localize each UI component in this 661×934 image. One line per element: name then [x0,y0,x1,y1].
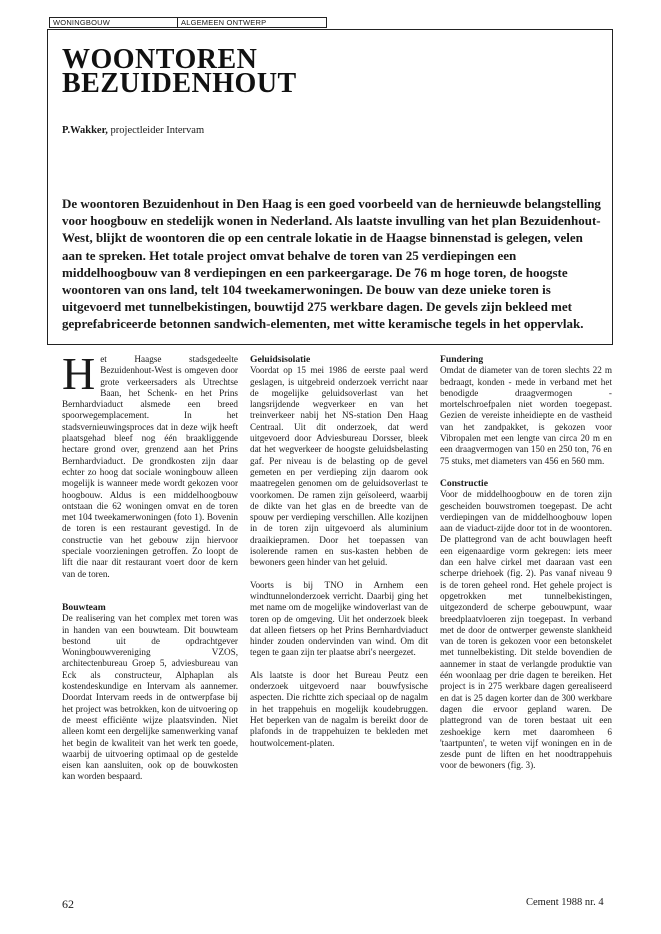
publication-source: Cement 1988 nr. 4 [526,897,604,908]
bouwteam-paragraph: De realisering van het complex met toren was in handen van een bouwteam. Dit bouwteam bestond uit de opdrachtgever Woningbouwvereniging VZOS, architectenbureau Groep 5, adviesbureau van Eck als constructeur, Alphaplan als kostendeskundige en Intervam als aannemer. Doordat Intervam reeds in de ontwerpfase bij het project was betrokken, kon de uitvoering op de meest efficiënte wijze plaatsvinden. Niet alleen komt een dergelijke samenwerking vanaf het begin de kwaliteit van het werk ten goede, waarbij de uitvoering optimaal op de gestelde eisen kan aansluiten, ook op de bouwkosten kan worden bespaard. [62,613,238,782]
column-3 [440,354,612,772]
author-line [62,124,204,137]
section-heading-bouwteam: Bouwteam [62,601,106,613]
author-name: P.Wakker, [62,125,108,136]
section-heading-constructie: Constructie [440,477,488,489]
column-1 [62,348,238,783]
geluid-paragraph-2: Voorts is bij TNO in Arnhem een windtunnelonderzoek verricht. Daarbij ging het met name om de mogelijke windoverlast van de toren op de omgeving. Uit het onderzoek bleek dat alleen fietsers op het Prins Bernhardviaduct hinder zouden ondervinden van wind. Om dit tegen te gaan zijn ter plaatse abri's neergezet. [250,579,428,658]
category-tag-primary: WONINGBOUW [49,17,178,28]
title-line-2: BEZUIDENHOUT [62,68,297,99]
category-tag-secondary: ALGEMEEN ONTWERP [177,17,327,28]
intro-paragraph [62,348,238,580]
geluid-paragraph-3: Als laatste is door het Bureau Peutz een onderzoek uitgevoerd naar bouwfysische aspecten. Die richtte zich speciaal op de nagalm in het trappehuis en mogelijk koudebruggen. Het beperken van de nagalm is bereikt door de plafonds in de trappehuizen te bekleden met houtwolcement-platen. [250,669,428,748]
section-heading-geluidsisolatie: Geluidsisolatie [250,354,311,365]
section-heading-fundering: Fundering [440,354,484,365]
lead-paragraph: De woontoren Bezuidenhout in Den Haag is een goed voorbeeld van de hernieuwde belangstelling voor hoogbouw en stedelijk wonen in Nederland. Als laatste invulling van het plan Bezuidenhout-West, blijkt de woontoren die op een centrale lokatie in de Haagse binnenstad is gelegen, velen aan te spreken. Het totale project omvat behalve de toren van 25 verdiepingen een middelhoogbouw van 8 verdiepingen en een parkeergarage. De 76 m hoge toren, de hoogste woontoren van ons land, telt 104 tweekamerwoningen. De bouw van deze unieke toren is uitgevoerd met tunnelbekistingen, bouwtijd 275 werkbare dagen. De gevels zijn bekleed met geprefabriceerde betonnen sandwich-elementen, met witte keramische tegels in het oppervlak. [62,196,601,332]
drop-cap: H [62,348,96,399]
author-role: projectleider Intervam [107,125,205,136]
constructie-paragraph: Voor de middelhoogbouw en de toren zijn gescheiden bouwstromen toegepast. De acht verdiepingen van de middelhoogbouw lopen aan de viaduct-zijde door tot in de woontoren. De plattegrond van de acht bouwlagen heeft een eigenaardige vorm gekregen: iets meer dan een halve cirkel met daaraan vast een scherpe driehoek (fig. 2). Pas vanaf niveau 9 is de toren geheel rond. Het gehele project is opgetrokken met tunnelbekistingen, uitgezonderd de scherpe gebouwpunt, waar breedplaatvloeren zijn toegepast. In verband met de door de ontwerper gewenste slankheid van de toren is gekozen voor een betonskelet met tunnelbekisting. Dit stelde bovendien de aannemer in staat de verlangde produktie van één woonlaag per drie dagen te bereiken. Het project is in 275 werkbare dagen gerealiseerd en dat is 25 dagen korter dan de 300 werkbare dagen die ervoor gepland waren. De plattegrond van de toren bestaat uit een zeshoekige kern met daaromheen 6 'taartpunten', te weten vijf woningen en in de zesde punt de liften en het noodtrappehuis voor de bewoners (fig. 3). [440,489,612,771]
fundering-paragraph: Omdat de diameter van de toren slechts 22 m bedraagt, konden - mede in verband met het benodigde draagvermogen - mortelschroefpalen niet worden toegepast. Gezien de vereiste inheidiepte en de vastheid van het zandpakket, is gekozen voor Vibropalen met een lengte van circa 20 m en een draagvermogen van 150 en 250 ton, 76 en 75 stuks, met diameters van 456 en 560 mm. [440,365,612,466]
page-number: 62 [62,897,74,911]
geluid-paragraph-1: Voordat op 15 mei 1986 de eerste paal werd geslagen, is uitgebreid onderzoek verricht naar de mogelijke geluidsoverlast van het langsrijdende wegverkeer en van het treinverkeer nabij het NS-station Den Haag Centraal. Uit dit onderzoek, dat werd uitgevoerd door Adviesbureau Dorsser, bleek dat het wegverkeer de hoogste geluidsbelasting gaf. Per niveau is de belasting op de gevel gemeten en per verdieping zijn daarom ook maatregelen genomen om de geluidsoverlast te voorkomen. De ramen zijn geïsoleerd, waarbij de dikte van het glas en de breedte van de spouw per verdieping verschillen. Alle kozijnen in de toren zijn uitgevoerd als aluminium draaikiepramen. Door het toepassen van isolerende ramen en sus-kasten hebben de bewoners geen hinder van het geluid. [250,365,428,568]
intro-text: et Haagse stadsgedeelte Bezuidenhout-West is omgeven door grote verkeersaders als Utrechtse Baan, het Schenk- en het Prins Bernhardviaduct alsmede een breed spoorwegemplacement. In het stadsvernieuwingsproces dat in deze wijk heeft plaatsgehad bleef nog één braakliggende hectare grond over, grenzend aan het Prins Bernhardviaduct. De grondkosten zijn daar echter zo hoog dat sociale woningbouw alleen mogelijk is wanneer mede wordt gekozen voor hoogbouw. Aldus is een middelhoogbouw ontstaan die 62 woningen omvat en de toren met 104 tweekamerwoningen (foto 1). Bovenin de toren is een restaurant gevestigd. In de constructie van het gebouw zijn hiervoor speciale voorzieningen getroffen. Zo loopt de lift die naar dit restaurant voert door de kern van de toren. [62,354,238,579]
column-2 [250,354,428,749]
title-line-1: WOONTOREN [62,44,258,75]
article-title [62,44,297,99]
category-tags [49,17,611,28]
